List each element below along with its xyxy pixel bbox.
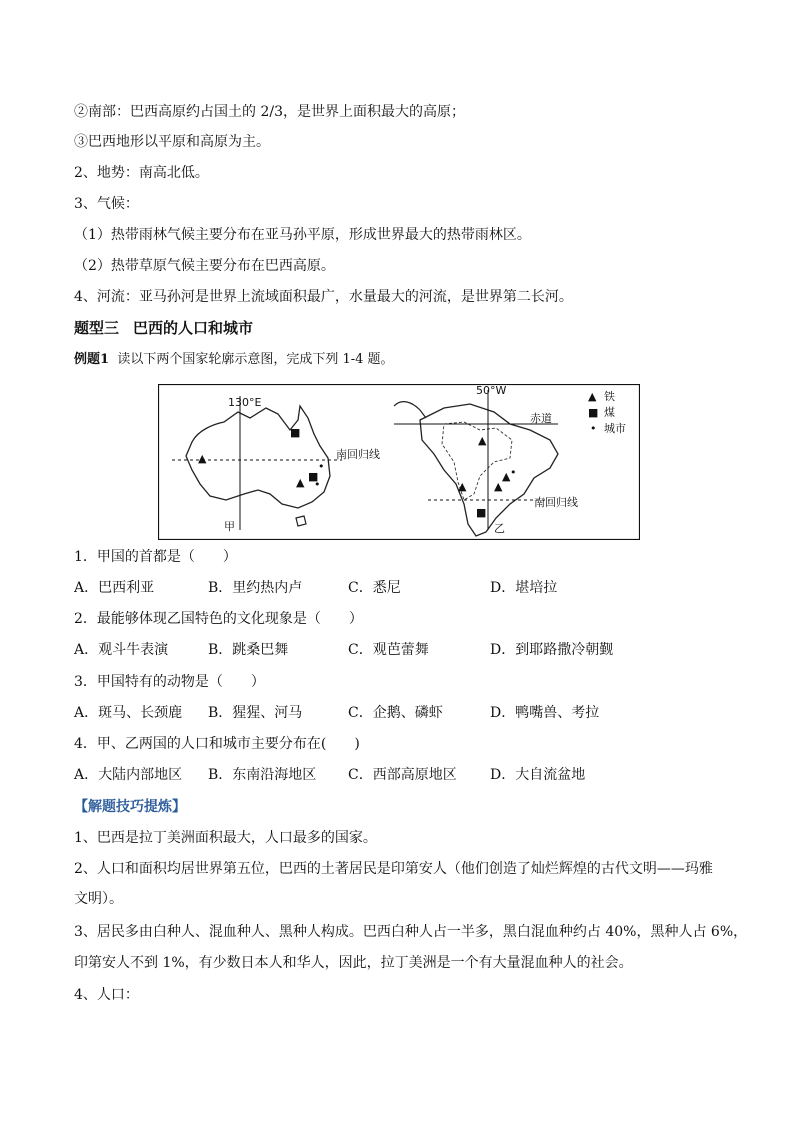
city-symbol: • [510, 466, 517, 479]
option-a[interactable]: A．观斗牛表演 [74, 642, 169, 658]
question-options [74, 765, 734, 785]
option-c[interactable]: C．西部高原地区 [348, 767, 457, 783]
city-symbol: • [314, 478, 321, 491]
longitude-label-left: 130°E [228, 396, 262, 409]
tips-paragraph: 印第安人不到 1%，有少数日本人和华人，因此，拉丁美洲是一个有大量混血种人的社会。 [74, 955, 633, 971]
coal-symbol: ■ [308, 470, 319, 483]
iron-symbol: ▲ [502, 470, 511, 483]
option-c[interactable]: C．悉尼 [348, 580, 401, 596]
legend-iron-label: 铁 [604, 390, 615, 403]
longitude-label-right: 50°W [476, 384, 507, 397]
tips-paragraph: 4、人口： [74, 987, 139, 1003]
text-line: （1）热带雨林气候主要分布在亚马孙平原，形成世界最大的热带雨林区。 [74, 227, 531, 243]
example-label: 例题1 [74, 352, 110, 367]
iron-symbol: ▲ [458, 480, 467, 493]
question-stem: 3．甲国特有的动物是（ ） [74, 674, 265, 690]
section-heading [74, 318, 253, 338]
question-options [74, 578, 734, 598]
legend-iron-symbol: ▲ [588, 390, 597, 403]
option-b[interactable]: B．跳桑巴舞 [208, 642, 289, 658]
question-stem: 2．最能够体现乙国特色的文化现象是（ ） [74, 611, 363, 627]
option-b[interactable]: B．东南沿海地区 [208, 767, 317, 783]
option-d[interactable]: D．大自流盆地 [490, 767, 586, 783]
iron-symbol: ▲ [296, 476, 305, 489]
question-options [74, 703, 734, 723]
example-intro [74, 350, 394, 370]
tips-paragraph: 3、居民多由白种人、混血种人、黑种人构成。巴西白种人占一半多，黑白混血种约占 40%，黑种人占 6%， [74, 924, 748, 940]
text-line: 2、地势：南高北低。 [74, 165, 209, 181]
example-text: 读以下两个国家轮廓示意图，完成下列 1-4 题。 [117, 352, 394, 367]
option-c[interactable]: C．观芭蕾舞 [348, 642, 429, 658]
option-d[interactable]: D．堪培拉 [490, 580, 558, 596]
legend-coal-label: 煤 [604, 406, 615, 419]
question-stem: 4．甲、乙两国的人口和城市主要分布在( ) [74, 736, 360, 752]
section-prefix: 题型三 [74, 319, 120, 337]
text-line: ③巴西地形以平原和高原为主。 [74, 134, 270, 150]
country-label-yi: 乙 [494, 522, 505, 535]
tips-paragraph: 文明）。 [74, 891, 123, 907]
section-title: 巴西的人口和城市 [133, 319, 254, 337]
legend-coal-symbol: ■ [588, 406, 599, 419]
tips-title: 【解题技巧提炼】 [74, 799, 186, 815]
legend-city-label: 城市 [604, 422, 626, 435]
option-a[interactable]: A．巴西利亚 [74, 580, 155, 596]
option-c[interactable]: C．企鹅、磷虾 [348, 705, 443, 721]
tips-paragraph: 1、巴西是拉丁美洲面积最大，人口最多的国家。 [74, 830, 377, 846]
tropic-label-left: 南回归线 [336, 448, 380, 461]
country-outline-map [158, 384, 640, 540]
iron-symbol: ▲ [478, 434, 487, 447]
question-options [74, 640, 734, 660]
country-label-jia: 甲 [224, 520, 235, 533]
option-d[interactable]: D．到耶路撒冷朝觐 [490, 642, 614, 658]
legend-city-symbol: • [590, 422, 597, 435]
coal-symbol: ■ [290, 426, 301, 439]
option-a[interactable]: A．斑马、长颈鹿 [74, 705, 183, 721]
text-line: 4、河流：亚马孙河是世界上流域面积最广，水量最大的河流，是世界第二长河。 [74, 289, 573, 305]
text-line: ②南部：巴西高原约占国土的 2/3，是世界上面积最大的高原； [74, 104, 465, 120]
city-symbol: • [318, 460, 325, 473]
option-b[interactable]: B．猩猩、河马 [208, 705, 303, 721]
coal-symbol: ■ [476, 506, 487, 519]
question-stem: 1．甲国的首都是（ ） [74, 549, 237, 565]
option-b[interactable]: B．里约热内卢 [208, 580, 303, 596]
tips-paragraph: 2、人口和面积均居世界第五位，巴西的土著居民是印第安人（他们创造了灿烂辉煌的古代文明——玛雅 [74, 861, 713, 877]
equator-label: 赤道 [530, 412, 552, 425]
text-line: 3、气候： [74, 196, 139, 212]
tropic-label-right: 南回归线 [534, 496, 578, 509]
option-a[interactable]: A．大陆内部地区 [74, 767, 183, 783]
iron-symbol: ▲ [198, 452, 207, 465]
iron-symbol: ▲ [494, 480, 503, 493]
text-line: （2）热带草原气候主要分布在巴西高原。 [74, 258, 335, 274]
option-d[interactable]: D．鸭嘴兽、考拉 [490, 705, 600, 721]
